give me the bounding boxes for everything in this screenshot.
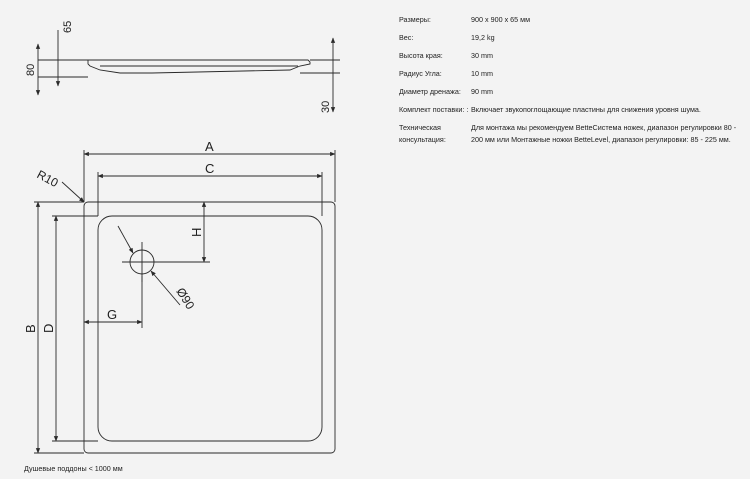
- spec-row: [399, 68, 739, 80]
- dim-label-h: H: [189, 227, 204, 237]
- dim-label-r10: R10: [34, 167, 61, 190]
- spec-row: [399, 32, 739, 44]
- spec-value: 90 mm: [471, 87, 493, 96]
- dim-label-c: C: [205, 161, 215, 176]
- spec-row: [399, 122, 739, 146]
- dim-line-r10: [62, 182, 84, 202]
- dim-label-g: G: [107, 307, 118, 322]
- spec-label: Техническая консультация:: [399, 123, 446, 144]
- spec-value: 10 mm: [471, 69, 493, 78]
- spec-label: Диаметр дренажа:: [399, 87, 461, 96]
- specs-table: [399, 14, 739, 152]
- tray-outer-outline: [84, 202, 335, 453]
- spec-value: 900 x 900 x 65 мм: [471, 15, 531, 24]
- dim-label-80: 80: [25, 63, 37, 76]
- spec-value: Для монтажа мы рекомендуем BetteСистема ножек, диапазон регулировки 80 - 200 мм или Монтажные ножки BetteLevel, диапазон регулировки: 85 - 225 мм.: [471, 123, 737, 144]
- spec-value: 19,2 kg: [471, 33, 495, 42]
- side-profile-view: [38, 30, 340, 112]
- spec-label: Комплект поставки: :: [399, 105, 469, 114]
- spec-value: 30 mm: [471, 51, 493, 60]
- spec-label: Радиус Угла:: [399, 69, 442, 78]
- dim-line-d90-out: [151, 271, 180, 305]
- dim-label-30: 30: [320, 100, 332, 113]
- spec-label: Высота края:: [399, 51, 443, 60]
- dim-label-65: 65: [62, 20, 74, 33]
- spec-value: Включает звукопоглощающие пластины для снижения уровня шума.: [471, 105, 701, 114]
- spec-row: [399, 14, 739, 26]
- spec-row: [399, 86, 739, 98]
- tray-profile-outline: [88, 60, 310, 73]
- dim-label-b: B: [23, 324, 38, 333]
- spec-row: [399, 50, 739, 62]
- dim-line-d90-in: [118, 226, 133, 253]
- spec-label: Вес:: [399, 33, 414, 42]
- spec-row: [399, 104, 739, 116]
- dim-label-a: A: [205, 139, 214, 154]
- dim-label-d: D: [41, 323, 56, 333]
- category-caption: Душевые поддоны < 1000 мм: [24, 464, 123, 473]
- dim-label-d90: Ø90: [173, 285, 198, 312]
- spec-label: Размеры:: [399, 15, 431, 24]
